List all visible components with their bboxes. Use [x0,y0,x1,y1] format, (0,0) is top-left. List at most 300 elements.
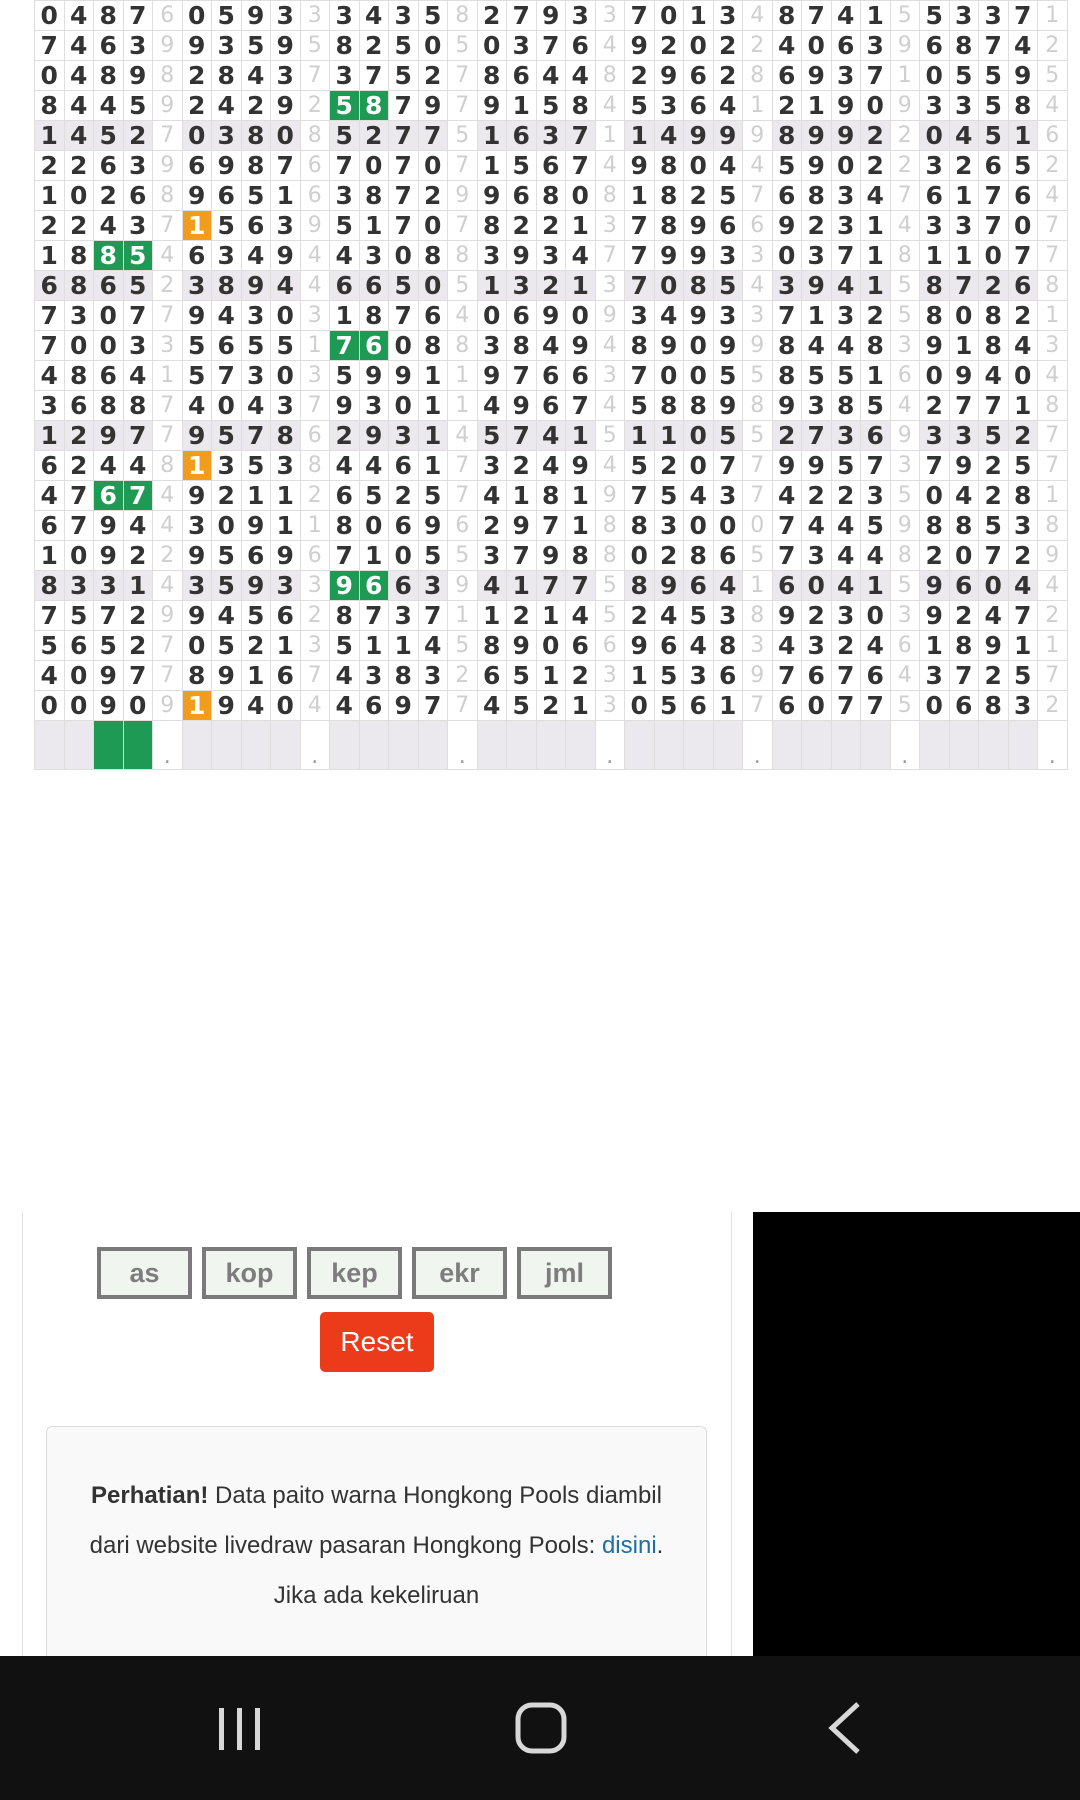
paito-digit: 8 [507,331,537,361]
paito-digit: 3 [536,241,566,271]
paito-digit: 8 [212,271,242,301]
as-filter-input[interactable] [97,1247,192,1299]
paito-separator-digit: 7 [743,451,773,481]
paito-separator-digit: 9 [153,151,183,181]
paito-separator-digit: 2 [300,601,330,631]
paito-digit: 4 [684,481,714,511]
paito-digit: 9 [772,601,802,631]
paito-separator-digit: 5 [595,571,625,601]
paito-digit: 9 [182,601,212,631]
paito-digit: 0 [861,601,891,631]
paito-digit: 0 [271,361,301,391]
paito-digit: 4 [536,421,566,451]
paito-digit: 0 [212,391,242,421]
paito-digit: 7 [94,601,124,631]
paito-digit: 9 [654,241,684,271]
paito-digit: 9 [271,31,301,61]
ekr-filter-input[interactable] [412,1247,507,1299]
paito-digit: 7 [35,31,65,61]
paito-separator-digit: 4 [153,481,183,511]
paito-digit: 9 [772,211,802,241]
paito-separator-digit: 2 [1038,691,1068,721]
paito-digit: 5 [507,661,537,691]
paito-digit: 1 [861,1,891,31]
paito-digit: 7 [949,391,979,421]
paito-digit: 2 [507,601,537,631]
paito-digit: 4 [418,631,448,661]
paito-digit: 6 [271,601,301,631]
paito-digit: 9 [831,121,861,151]
paito-separator-digit: 1 [1038,301,1068,331]
paito-digit: 7 [1008,1,1038,31]
paito-digit: 3 [271,1,301,31]
paito-separator-digit: 2 [300,91,330,121]
paito-separator-digit: 2 [1038,601,1068,631]
paito-digit: 4 [330,241,360,271]
paito-digit: 9 [802,271,832,301]
paito-digit: 3 [949,211,979,241]
paito-digit: 4 [831,541,861,571]
paito-digit: 8 [418,241,448,271]
paito-digit: 4 [949,121,979,151]
paito-digit: 1 [949,331,979,361]
paito-digit: 6 [64,631,94,661]
paito-separator-digit: 3 [595,211,625,241]
paito-separator-digit: 5 [890,571,920,601]
paito-digit: 3 [1008,691,1038,721]
paito-digit: 1 [507,481,537,511]
paito-digit: 0 [64,691,94,721]
paito-digit: 9 [625,31,655,61]
paito-digit: 5 [330,121,360,151]
paito-separator-digit: 8 [448,331,478,361]
paito-digit: 7 [123,481,153,511]
paito-digit: 6 [1008,271,1038,301]
paito-separator-digit: 8 [448,1,478,31]
paito-digit: 6 [241,211,271,241]
paito-digit: 5 [241,31,271,61]
paito-row [35,271,1068,301]
paito-digit: 8 [1008,481,1038,511]
paito-digit: 3 [94,571,124,601]
paito-digit: 9 [123,61,153,91]
paito-digit: 8 [625,511,655,541]
paito-digit: 3 [713,481,743,511]
paito-digit: 1 [949,241,979,271]
paito-digit: 5 [654,691,684,721]
paito-digit: 7 [979,541,1009,571]
paito-digit: 5 [212,631,242,661]
paito-separator-digit: 1 [300,511,330,541]
paito-digit: 0 [418,31,448,61]
paito-digit: 3 [831,181,861,211]
paito-digit: 3 [477,451,507,481]
paito-digit: 2 [625,61,655,91]
paito-digit: 9 [684,241,714,271]
paito-separator-digit: 3 [595,361,625,391]
paito-digit: 9 [507,391,537,421]
paito-digit: 7 [979,181,1009,211]
paito-digit: 9 [625,631,655,661]
paito-digit: 8 [684,391,714,421]
paito-separator-digit: 3 [1038,331,1068,361]
paito-digit: 5 [979,91,1009,121]
paito-separator-digit: 7 [153,301,183,331]
paito-digit: 3 [418,571,448,601]
paito-separator-digit: 7 [1038,211,1068,241]
paito-digit: 6 [684,571,714,601]
paito-digit: 4 [566,61,596,91]
paito-digit: 7 [123,421,153,451]
paito-digit: 0 [920,61,950,91]
paito-digit: 7 [625,211,655,241]
paito-digit: 2 [359,121,389,151]
paito-digit: 9 [654,571,684,601]
paito-digit: 7 [389,121,419,151]
paito-digit: 7 [831,241,861,271]
paito-separator-digit: 7 [153,661,183,691]
paito-digit: 0 [684,361,714,391]
paito-digit: 0 [654,1,684,31]
paito-digit: 1 [418,421,448,451]
paito-digit: 2 [536,691,566,721]
paito-digit: 2 [507,451,537,481]
paito-empty-cell [477,721,507,770]
paito-digit: 3 [684,661,714,691]
paito-digit: 8 [566,91,596,121]
paito-row [35,631,1068,661]
paito-digit: 6 [831,31,861,61]
page-right-border [731,1212,732,1656]
paito-digit: 0 [389,391,419,421]
paito-digit: 2 [979,481,1009,511]
paito-digit: 8 [182,661,212,691]
paito-separator-digit: 2 [153,271,183,301]
paito-digit: 1 [271,631,301,661]
paito-digit: 1 [920,631,950,661]
paito-digit: 9 [684,121,714,151]
paito-digit: 1 [182,691,212,721]
paito-digit: 4 [35,361,65,391]
paito-digit: 1 [566,511,596,541]
paito-digit: 5 [35,631,65,661]
paito-digit: 4 [831,271,861,301]
paito-digit: 7 [979,211,1009,241]
paito-digit: 0 [35,1,65,31]
paito-table [34,0,1068,770]
paito-digit: 9 [389,691,419,721]
paito-separator-digit: 3 [743,241,773,271]
reset-button[interactable]: Reset [320,1312,434,1372]
paito-digit: 4 [713,151,743,181]
paito-digit: 4 [359,1,389,31]
paito-digit: 5 [625,391,655,421]
paito-digit: 6 [684,61,714,91]
paito-digit: 7 [35,331,65,361]
paito-digit: 7 [861,61,891,91]
paito-digit: 0 [389,541,419,571]
paito-digit: 9 [477,181,507,211]
paito-empty-separator: . [1038,721,1068,770]
paito-digit: 0 [713,511,743,541]
paito-row [35,331,1068,361]
paito-digit: 0 [802,571,832,601]
paito-separator-digit: 7 [448,451,478,481]
kop-filter-input[interactable] [202,1247,297,1299]
paito-separator-digit: 8 [890,241,920,271]
paito-digit: 5 [713,181,743,211]
paito-separator-digit: 6 [743,211,773,241]
paito-digit: 1 [566,421,596,451]
paito-digit: 9 [94,691,124,721]
paito-separator-digit: 7 [300,661,330,691]
paito-digit: 3 [389,421,419,451]
paito-digit: 7 [389,301,419,331]
paito-digit: 2 [182,61,212,91]
paito-separator-digit: 4 [1038,91,1068,121]
paito-separator-digit: 4 [1038,181,1068,211]
paito-separator-digit: 5 [743,541,773,571]
paito-separator-digit: 8 [448,241,478,271]
paito-separator-digit: 7 [448,691,478,721]
paito-separator-digit: 3 [890,601,920,631]
paito-digit: 0 [94,331,124,361]
paito-digit: 5 [212,211,242,241]
paito-separator-digit: 6 [448,511,478,541]
paito-digit: 8 [330,601,360,631]
paito-separator-digit: 9 [743,661,773,691]
paito-digit: 3 [123,331,153,361]
paito-digit: 7 [625,241,655,271]
paito-digit: 2 [1008,421,1038,451]
paito-digit: 2 [831,631,861,661]
paito-digit: 5 [654,481,684,511]
paito-digit: 0 [212,511,242,541]
paito-separator-digit: 4 [448,421,478,451]
paito-digit: 6 [654,631,684,661]
paito-digit: 5 [330,361,360,391]
paito-digit: 2 [654,31,684,61]
paito-digit: 7 [359,601,389,631]
paito-digit: 5 [979,511,1009,541]
paito-separator-digit: 1 [743,91,773,121]
paito-digit: 5 [477,421,507,451]
paito-digit: 2 [1008,541,1038,571]
paito-digit: 5 [979,421,1009,451]
paito-separator-digit: 4 [300,271,330,301]
paito-empty-cell [507,721,537,770]
paito-digit: 9 [802,61,832,91]
paito-digit: 5 [123,241,153,271]
paito-row [35,91,1068,121]
paito-digit: 7 [831,691,861,721]
paito-separator-digit: 4 [595,451,625,481]
paito-digit: 4 [772,481,802,511]
paito-digit: 5 [182,331,212,361]
paito-row [35,511,1068,541]
paito-digit: 8 [64,271,94,301]
recent-apps-icon[interactable] [205,1696,275,1760]
paito-digit: 9 [94,511,124,541]
paito-digit: 8 [359,301,389,331]
paito-digit: 7 [507,541,537,571]
paito-separator-digit: 8 [595,61,625,91]
paito-digit: 8 [654,211,684,241]
home-icon[interactable] [506,1696,576,1760]
paito-digit: 6 [507,181,537,211]
paito-digit: 8 [536,481,566,511]
paito-digit: 9 [802,121,832,151]
paito-digit: 2 [64,151,94,181]
paito-digit: 8 [94,241,124,271]
paito-digit: 2 [212,481,242,511]
paito-row [35,601,1068,631]
paito-empty-cell [861,721,891,770]
paito-digit: 4 [831,1,861,31]
paito-digit: 4 [212,601,242,631]
paito-digit: 5 [123,91,153,121]
paito-digit: 0 [979,571,1009,601]
notice-box [46,1426,707,1666]
paito-digit: 9 [418,91,448,121]
paito-row [35,241,1068,271]
paito-digit: 3 [35,391,65,421]
paito-separator-digit: 8 [595,511,625,541]
paito-digit: 6 [979,151,1009,181]
paito-digit: 2 [64,421,94,451]
paito-digit: 7 [861,451,891,481]
paito-digit: 5 [359,481,389,511]
paito-digit: 6 [389,451,419,481]
paito-digit: 5 [418,1,448,31]
paito-digit: 4 [64,91,94,121]
paito-digit: 6 [802,661,832,691]
paito-digit: 6 [64,391,94,421]
paito-empty-cell [949,721,979,770]
paito-digit: 4 [359,451,389,481]
paito-digit: 8 [861,331,891,361]
paito-digit: 0 [477,301,507,331]
paito-digit: 4 [654,601,684,631]
paito-digit: 9 [359,421,389,451]
paito-digit: 5 [861,511,891,541]
paito-digit: 9 [212,661,242,691]
paito-empty-cell [831,721,861,770]
kep-filter-input[interactable] [307,1247,402,1299]
paito-digit: 0 [271,121,301,151]
paito-digit: 3 [831,601,861,631]
paito-separator-digit: 5 [448,631,478,661]
paito-separator-digit: 6 [890,361,920,391]
paito-digit: 7 [861,691,891,721]
paito-digit: 9 [94,661,124,691]
paito-digit: 4 [713,571,743,601]
paito-empty-cell [979,721,1009,770]
paito-empty-cell [94,721,124,770]
paito-digit: 7 [35,601,65,631]
source-link[interactable]: disini [601,1532,657,1559]
paito-digit: 8 [949,31,979,61]
paito-digit: 0 [477,31,507,61]
paito-separator-digit: 9 [448,181,478,211]
paito-digit: 7 [831,661,861,691]
paito-digit: 8 [477,211,507,241]
paito-empty-separator: . [890,721,920,770]
paito-digit: 9 [713,121,743,151]
paito-digit: 8 [64,361,94,391]
paito-digit: 1 [182,211,212,241]
paito-digit: 6 [920,181,950,211]
navigation-bar [0,1656,1080,1800]
paito-digit: 5 [625,451,655,481]
paito-digit: 1 [35,241,65,271]
paito-digit: 3 [949,1,979,31]
paito-digit: 4 [861,181,891,211]
paito-digit: 5 [271,331,301,361]
paito-digit: 4 [979,601,1009,631]
paito-digit: 3 [418,661,448,691]
paito-digit: 3 [330,181,360,211]
paito-digit: 1 [1008,391,1038,421]
paito-digit: 5 [1008,451,1038,481]
paito-separator-digit: 4 [1038,361,1068,391]
paito-digit: 7 [625,271,655,301]
paito-digit: 8 [1008,91,1038,121]
paito-digit: 5 [241,331,271,361]
paito-digit: 6 [94,361,124,391]
paito-digit: 5 [979,121,1009,151]
paito-digit: 7 [389,91,419,121]
paito-row [35,691,1068,721]
paito-digit: 4 [861,631,891,661]
paito-digit: 8 [684,541,714,571]
paito-digit: 4 [241,241,271,271]
paito-digit: 6 [389,511,419,541]
paito-digit: 4 [831,331,861,361]
paito-digit: 7 [330,151,360,181]
paito-digit: 7 [536,511,566,541]
paito-separator-digit: 4 [890,391,920,421]
paito-digit: 1 [654,421,684,451]
paito-digit: 2 [123,541,153,571]
paito-digit: 1 [536,661,566,691]
paito-row [35,301,1068,331]
paito-digit: 1 [566,481,596,511]
paito-empty-separator: . [300,721,330,770]
paito-digit: 9 [182,181,212,211]
paito-digit: 7 [389,181,419,211]
paito-digit: 7 [713,451,743,481]
paito-digit: 1 [271,181,301,211]
back-icon[interactable] [810,1696,880,1760]
paito-digit: 4 [536,331,566,361]
paito-separator-digit: 9 [890,31,920,61]
paito-digit: 7 [920,451,950,481]
paito-digit: 2 [507,211,537,241]
paito-digit: 4 [772,31,802,61]
jml-filter-input[interactable] [517,1247,612,1299]
paito-digit: 1 [507,571,537,601]
paito-separator-digit: 5 [300,31,330,61]
paito-digit: 8 [359,91,389,121]
paito-digit: 8 [418,331,448,361]
paito-digit: 3 [713,241,743,271]
paito-digit: 4 [182,391,212,421]
paito-digit: 9 [713,391,743,421]
paito-digit: 8 [772,1,802,31]
paito-digit: 6 [713,541,743,571]
paito-digit: 0 [418,271,448,301]
